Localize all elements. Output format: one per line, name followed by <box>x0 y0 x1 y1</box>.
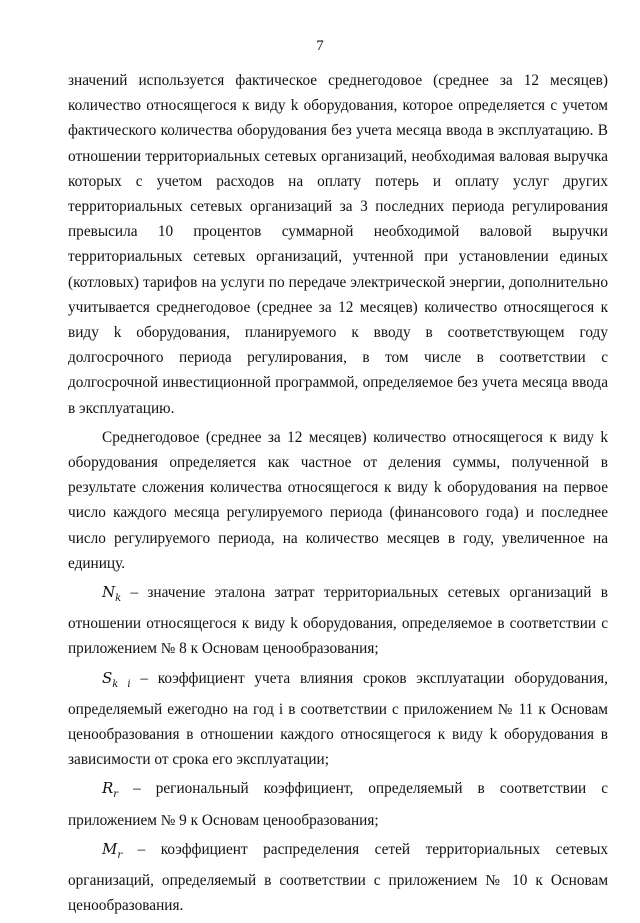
symbol-mr: $M_r$ <box>102 839 123 861</box>
definition-nk <box>68 580 608 662</box>
paragraph-1: значений используется фактическое среднегодовое (среднее за 12 месяцев) количество относящегося к виду k оборудования, которое определяется с учетом фактического количества оборудования без учета месяца ввода в эксплуатацию. В отношении территориальных сетевых организаций, необходимая валовая выручка которых с учетом расходов на оплату потерь и оплату услуг других территориальных сетевых организаций за 3 последних периода регулирования превысила 10 процентов суммарной необходимой валовой выручки территориальных сетевых организаций, учтенной при установлении единых (котловых) тарифов на услуги по передаче электрической энергии, дополнительно учитывается среднегодовое (среднее за 12 месяцев) количество относящегося к виду k оборудования, планируемого к вводу в соответствующем году долгосрочного периода регулирования, в том числе в соответствии с долгосрочной инвестиционной программой, определяемое без учета месяца ввода в эксплуатацию. <box>68 72 608 417</box>
definition-mr <box>68 837 608 919</box>
definition-text: – коэффициент учета влияния сроков эксплуатации оборудования, определяемый ежегодно на год i в соответствии с приложением № 11 к Основам ценообразования в отношении каждого относящегося к виду k оборудования в зависимости от срока его эксплуатации; <box>68 669 609 769</box>
document-body <box>68 68 608 923</box>
symbol-nk: $N_k$ <box>102 583 122 605</box>
definition-rr <box>68 776 608 832</box>
symbol-rr: $R_r$ <box>102 779 119 801</box>
definition-text: – региональный коэффициент, определяемый в соответствии с приложением № 9 к Основам ценообразования; <box>68 780 608 829</box>
definition-ski <box>68 666 608 773</box>
symbol-ski: $S_{k i}$ <box>102 668 131 690</box>
paragraph-2: Среднегодовое (среднее за 12 месяцев) количество относящегося к виду k оборудования определяется как частное от деления суммы, полученной в результате сложения количества относящегося к виду k оборудования на первое число каждого месяца регулируемого периода (финансового года) и последнее число регулируемого периода, на количество месяцев в году, увеличенное на единицу. <box>68 428 608 572</box>
definition-text: – значение эталона затрат территориальных сетевых организаций в отношении относящегося к виду k оборудования, определяемое в соответствии с приложением № 8 к Основам ценообразования; <box>68 584 608 658</box>
definition-text: – коэффициент распределения сетей территориальных сетевых организаций, определяемый в соответствии с приложением № 10 к Основам ценообразования. <box>68 840 608 915</box>
page-number: 7 <box>316 38 324 54</box>
